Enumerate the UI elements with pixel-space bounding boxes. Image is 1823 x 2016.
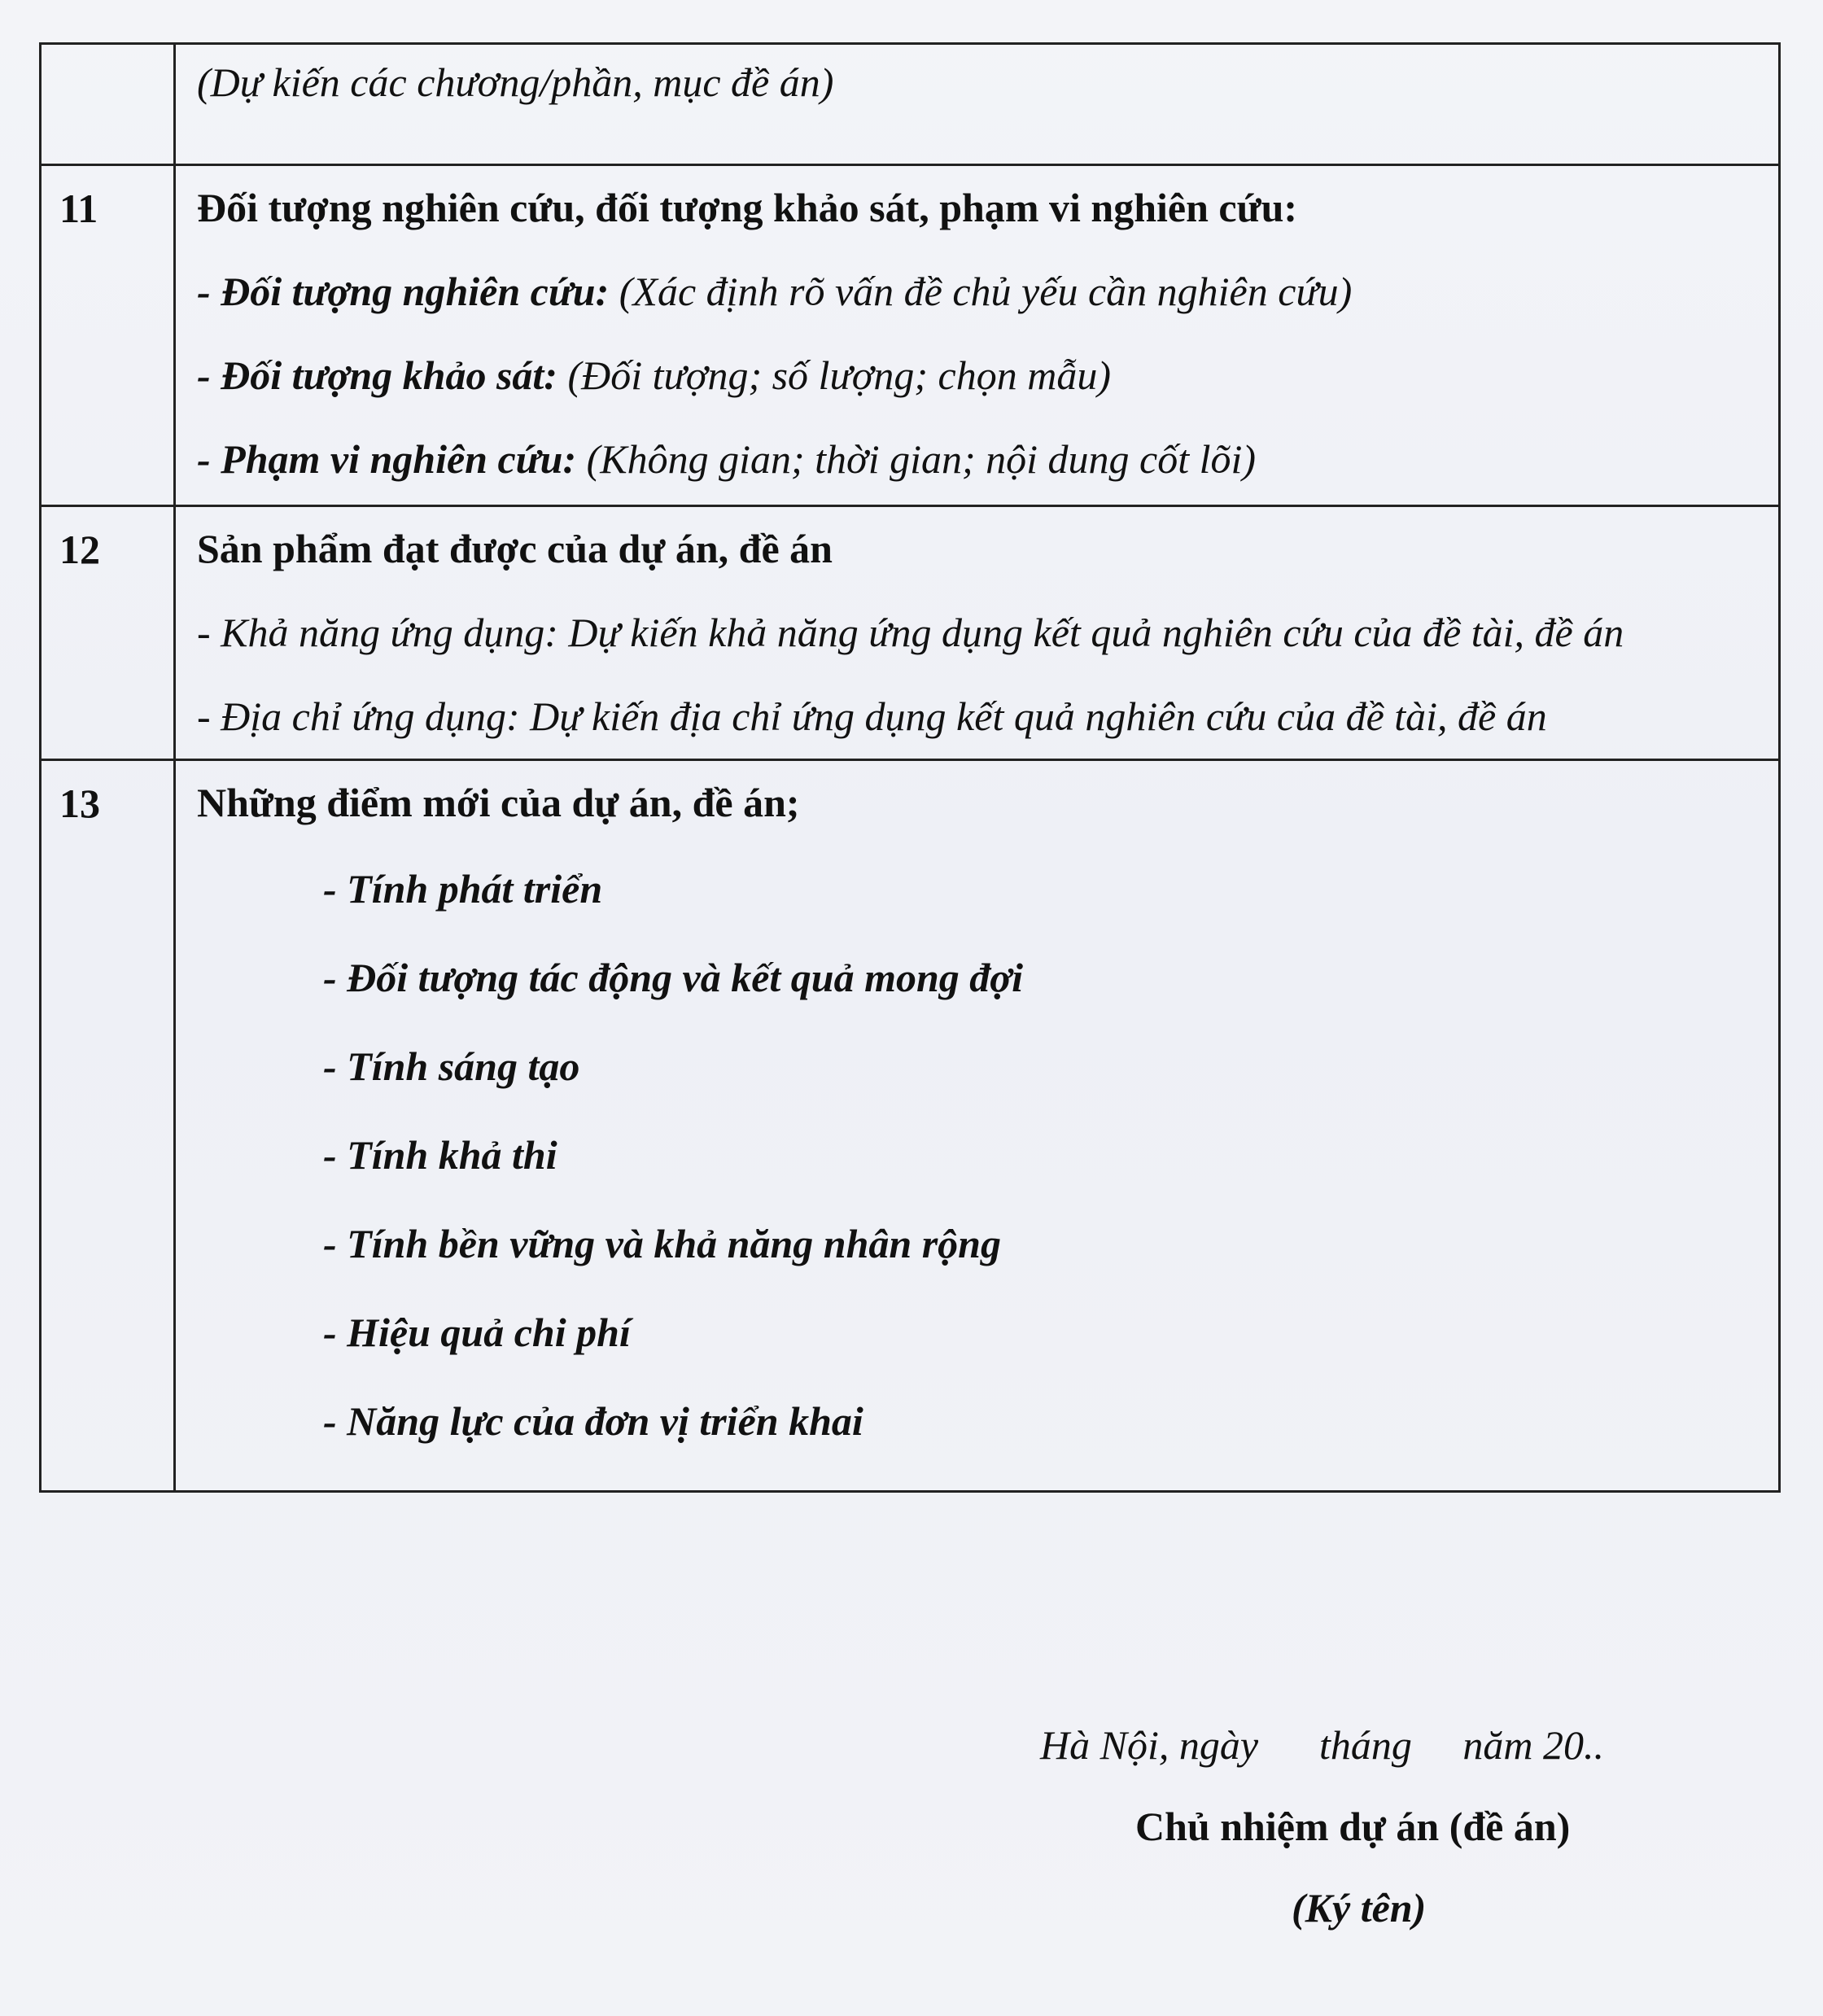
list-item xyxy=(197,250,1754,334)
list-item xyxy=(197,334,1754,418)
row-number-cell xyxy=(41,760,175,1492)
section-heading: Đối tượng nghiên cứu, đối tượng khảo sát, phạm vi nghiên cứu: xyxy=(197,185,1298,230)
signer-title: Chủ nhiệm dự án (đề án) xyxy=(1135,1804,1571,1849)
item-text: (Đối tượng; số lượng; chọn mẫu) xyxy=(557,352,1112,398)
section-heading: Sản phẩm đạt được của dự án, đề án xyxy=(197,526,833,571)
row-number-cell xyxy=(41,165,175,506)
chapter-outline-note: (Dự kiến các chương/phần, mục đề án) xyxy=(197,59,834,105)
row-content-cell xyxy=(175,506,1780,760)
table-row xyxy=(41,506,1780,760)
list-item: - Tính phát triển xyxy=(323,866,603,912)
list-item xyxy=(197,418,1754,501)
list-item: - Địa chỉ ứng dụng: Dự kiến địa chỉ ứng dụng kết quả nghiên cứu của đề tài, đề án xyxy=(197,693,1547,739)
signature-note: (Ký tên) xyxy=(1292,1885,1427,1931)
item-text: (Không gian; thời gian; nội dung cốt lõi) xyxy=(576,436,1257,482)
row-number-cell xyxy=(41,506,175,760)
item-label: - Đối tượng khảo sát: xyxy=(197,352,557,398)
list-item: - Khả năng ứng dụng: Dự kiến khả năng ứng dụng kết quả nghiên cứu của đề tài, đề án xyxy=(197,610,1624,655)
proposal-table xyxy=(39,42,1781,1493)
section-heading: Những điểm mới của dự án, đề án; xyxy=(197,780,800,825)
item-label: - Phạm vi nghiên cứu: xyxy=(197,436,577,482)
row-content-cell xyxy=(175,165,1780,506)
row-content-cell xyxy=(175,760,1780,1492)
table-row xyxy=(41,165,1780,506)
list-item: - Đối tượng tác động và kết quả mong đợi xyxy=(323,955,1024,1000)
row-number: 12 xyxy=(59,527,100,572)
list-item: - Tính khả thi xyxy=(323,1132,557,1178)
row-number: 11 xyxy=(59,186,98,231)
table-row xyxy=(41,44,1780,165)
table-row xyxy=(41,760,1780,1492)
row-number: 13 xyxy=(59,781,100,826)
row-number xyxy=(42,45,173,63)
item-label: - Đối tượng nghiên cứu: xyxy=(197,269,610,314)
date-line: Hà Nội, ngày tháng năm 20.. xyxy=(1040,1722,1605,1768)
list-item: - Tính bền vững và khả năng nhân rộng xyxy=(323,1221,1001,1266)
list-item: - Hiệu quả chi phí xyxy=(323,1310,631,1355)
row-number-cell xyxy=(41,44,175,165)
list-item: - Năng lực của đơn vị triển khai xyxy=(323,1398,863,1444)
row-content-cell xyxy=(175,44,1780,165)
item-text: (Xác định rõ vấn đề chủ yếu cần nghiên cứu) xyxy=(609,269,1353,314)
list-item: - Tính sáng tạo xyxy=(323,1043,580,1089)
